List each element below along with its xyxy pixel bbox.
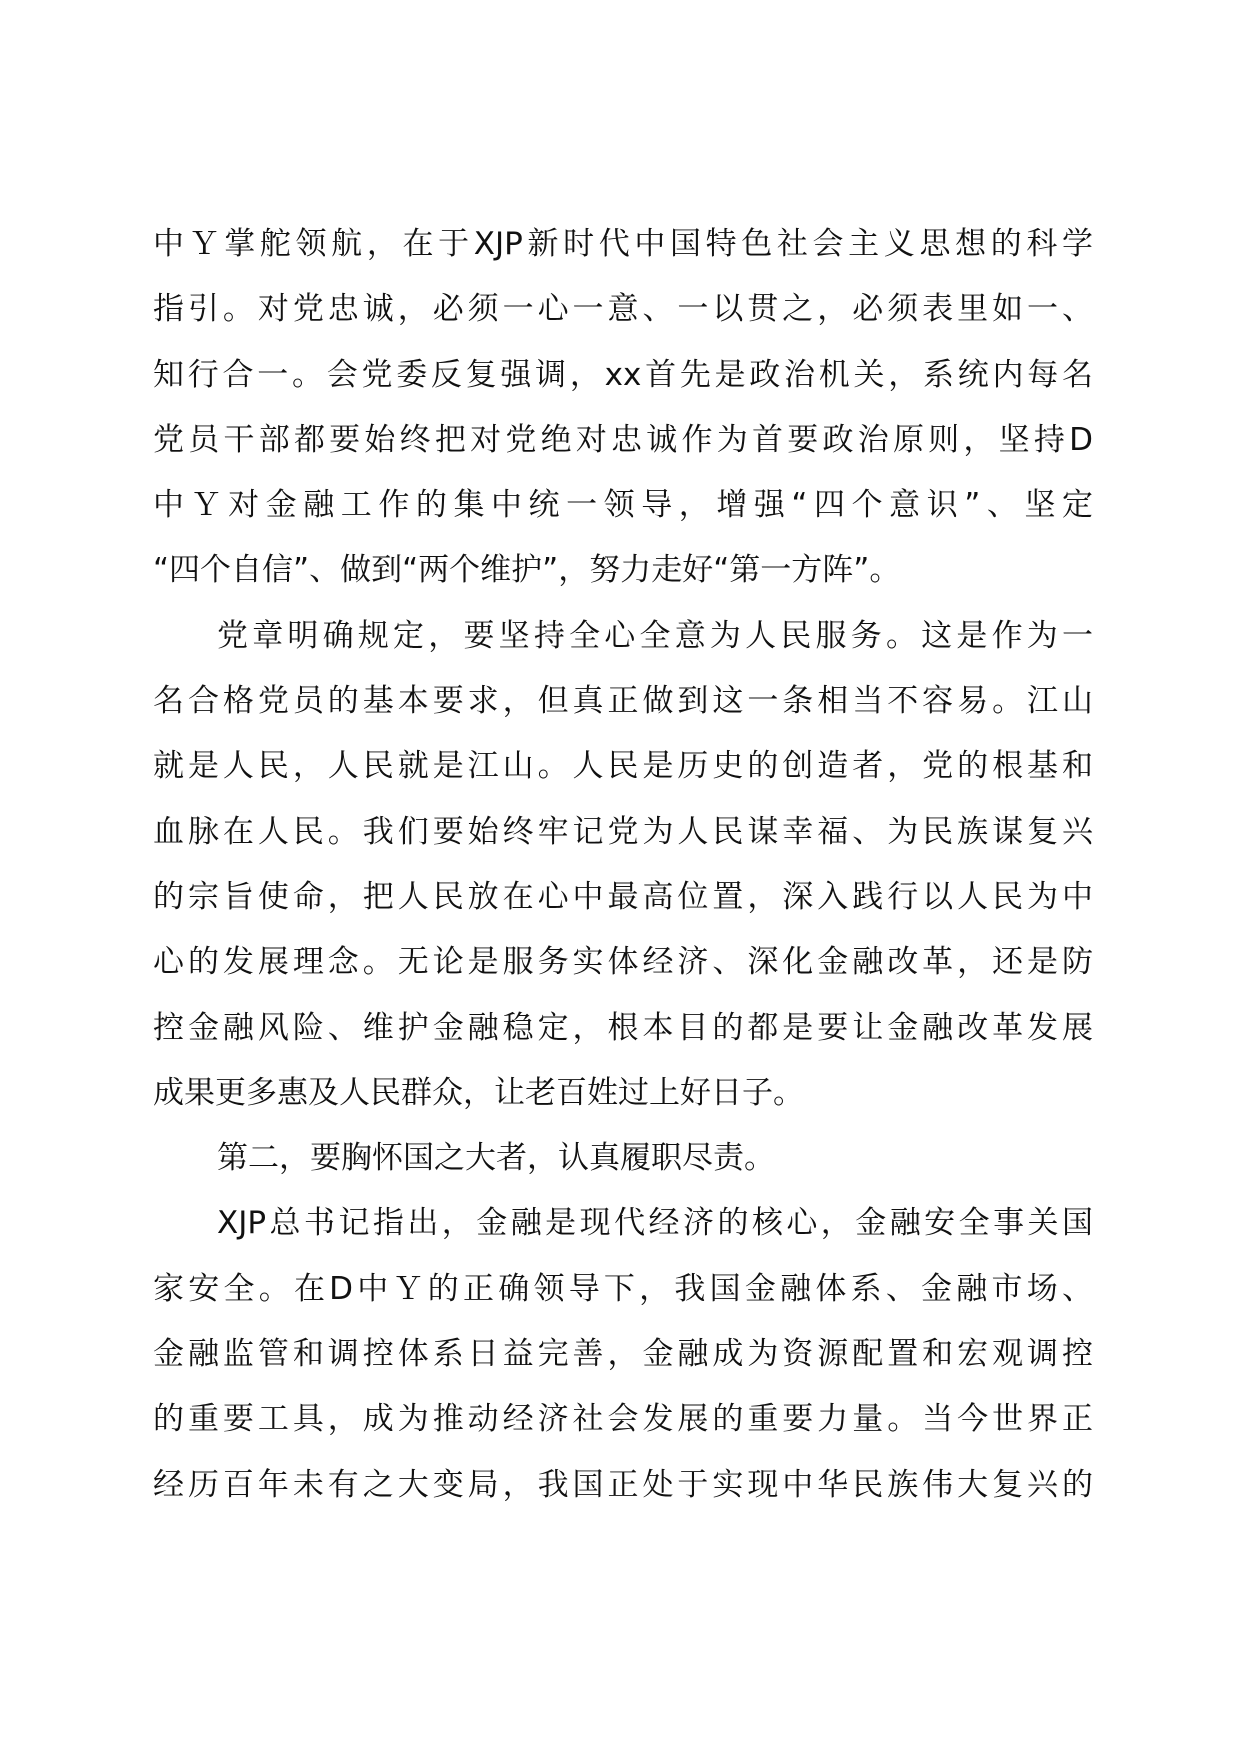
text-line: 成果更多惠及人民群众，让老百姓过上好日子。	[153, 1074, 804, 1111]
document-body	[153, 212, 1093, 1518]
text-line: 的宗旨使命，把人民放在心中最高位置，深入践行以人民为中	[153, 878, 1093, 915]
text-line: 知行合一。会党委反复强调，xx首先是政治机关，系统内每名	[153, 356, 1093, 393]
text-line: 血脉在人民。我们要始终牢记党为人民谋幸福、为民族谋复兴	[153, 813, 1093, 850]
text-line: 就是人民，人民就是江山。人民是历史的创造者，党的根基和	[153, 748, 1093, 785]
text-line: 中Ｙ掌舵领航，在于XJP新时代中国特色社会主义思想的科学	[153, 226, 1093, 262]
text-line: 党员干部都要始终把对党绝对忠诚作为首要政治原则，坚持D	[153, 421, 1093, 458]
text-line: 金融监管和调控体系日益完善，金融成为资源配置和宏观调控	[153, 1336, 1093, 1373]
text-line: 控金融风险、维护金融稳定，根本目的都是要让金融改革发展	[153, 1009, 1093, 1046]
text-line: “四个自信”、做到“两个维护”，努力走好“第一方阵”。	[153, 552, 901, 589]
text-line: 名合格党员的基本要求，但真正做到这一条相当不容易。江山	[153, 683, 1093, 720]
text-line: 指引。对党忠诚，必须一心一意、一以贯之，必须表里如一、	[153, 291, 1093, 328]
text-line: 心的发展理念。无论是服务实体经济、深化金融改革，还是防	[153, 944, 1093, 981]
text-line: 的重要工具，成为推动经济社会发展的重要力量。当今世界正	[153, 1401, 1093, 1438]
text-line: 党章明确规定，要坚持全心全意为人民服务。这是作为一	[217, 617, 1093, 654]
text-line: 家安全。在D中Ｙ的正确领导下，我国金融体系、金融市场、	[153, 1270, 1093, 1307]
text-line: 经历百年未有之大变局，我国正处于实现中华民族伟大复兴的	[153, 1466, 1093, 1503]
text-line: 中Ｙ对金融工作的集中统一领导，增强“四个意识”、坚定	[153, 487, 1093, 524]
text-line: XJP总书记指出，金融是现代经济的核心，金融安全事关国	[217, 1205, 1093, 1242]
text-line: 第二，要胸怀国之大者，认真履职尽责。	[217, 1140, 775, 1177]
